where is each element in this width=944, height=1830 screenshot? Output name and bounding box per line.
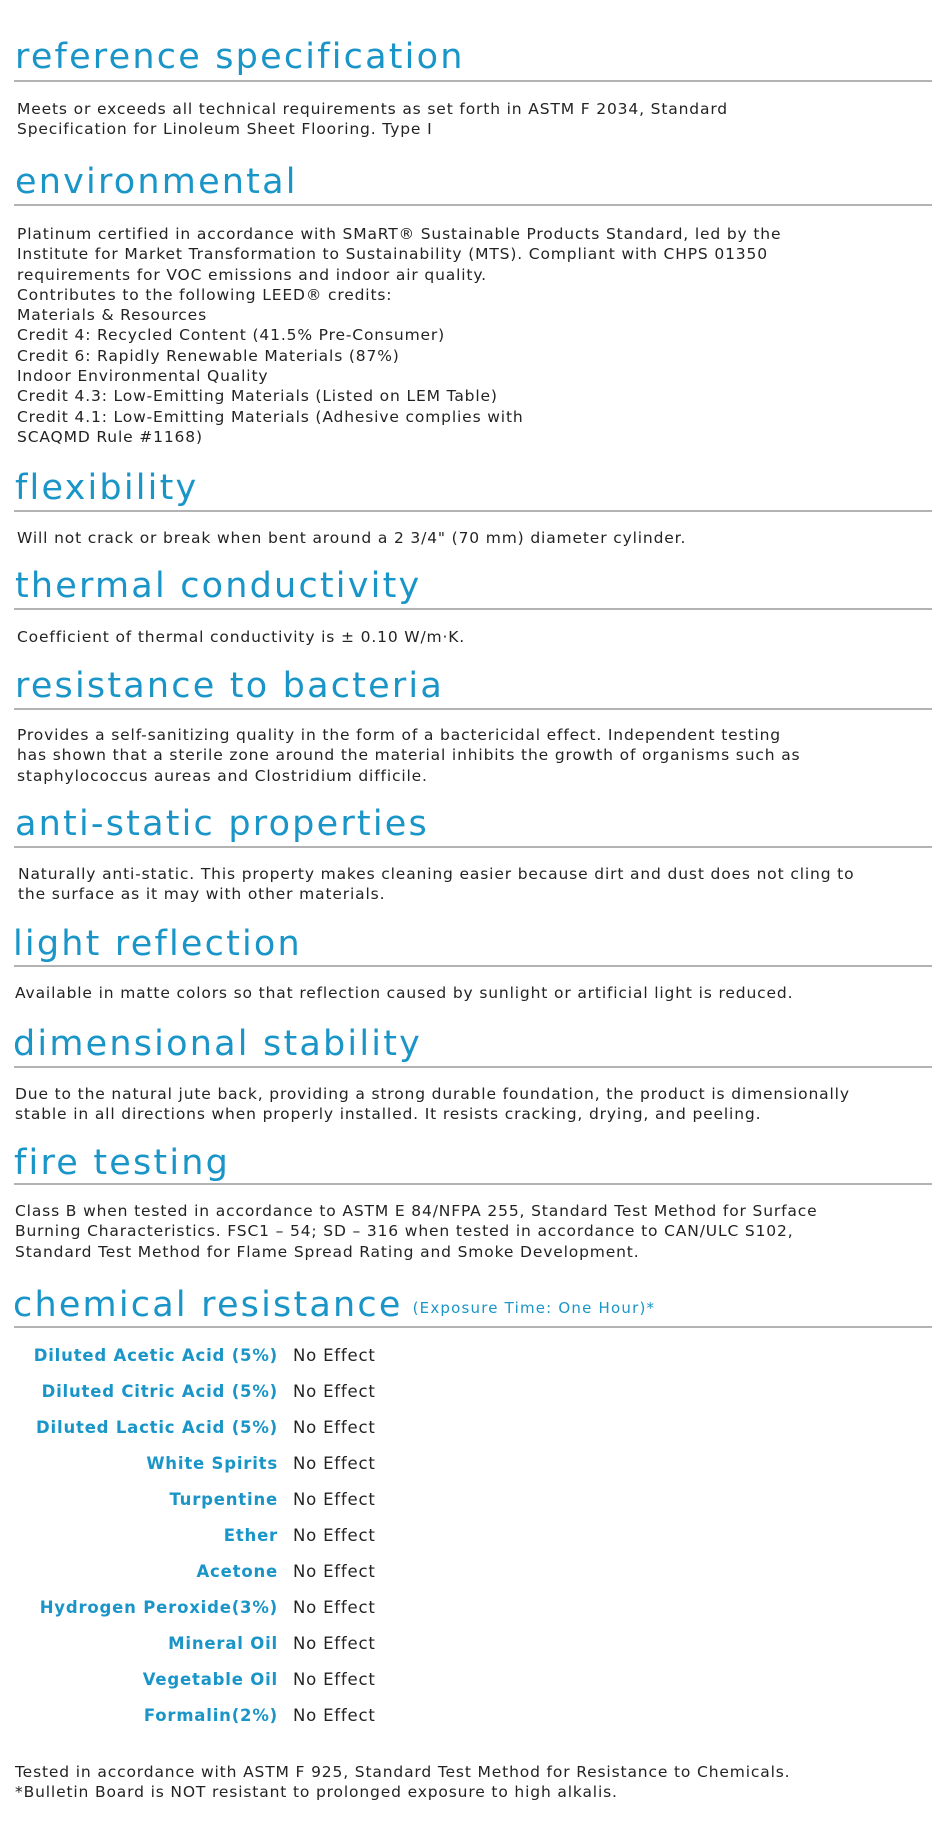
text-line: Standard Test Method for Flame Spread Rating and Smoke Development. xyxy=(15,1242,640,1261)
divider-rule xyxy=(14,204,932,206)
heading-reference-specification: reference specification xyxy=(15,37,465,77)
heading-resistance-to-bacteria: resistance to bacteria xyxy=(15,666,444,706)
divider-rule xyxy=(14,708,932,710)
text-line: Materials & Resources xyxy=(17,306,207,325)
chemical-name: Formalin(2%) xyxy=(143,1706,278,1725)
text-line: Meets or exceeds all technical requirements as set forth in ASTM F 2034, Standard xyxy=(17,100,728,118)
text-line: Credit 6: Rapidly Renewable Materials (87%) xyxy=(17,346,400,365)
flexibility-text xyxy=(17,528,686,548)
divider-rule xyxy=(14,80,932,82)
text-line: Naturally anti-static. This property makes cleaning easier because dirt and dust does not cling to xyxy=(18,865,855,883)
chemical-row xyxy=(0,1598,944,1622)
chemical-row xyxy=(0,1382,944,1406)
chemical-result: No Effect xyxy=(293,1418,376,1437)
text-line: Due to the natural jute back, providing a strong durable foundation, the product is dimensionally xyxy=(15,1085,850,1103)
chemical-row xyxy=(0,1454,944,1478)
text-line: Institute for Market Transformation to Sustainability (MTS). Compliant with CHPS 01350 xyxy=(17,245,768,264)
chemical-name: Diluted Citric Acid (5%) xyxy=(41,1382,278,1401)
chemical-row xyxy=(0,1562,944,1586)
heading-light-reflection: light reflection xyxy=(13,924,302,964)
text-line: requirements for VOC emissions and indoor air quality. xyxy=(17,265,487,284)
chemical-name: Ether xyxy=(223,1526,278,1545)
footnote-line: *Bulletin Board is NOT resistant to prolonged exposure to high alkalis. xyxy=(15,1783,618,1802)
text-line: Burning Characteristics. FSC1 – 54; SD – 316 when tested in accordance to CAN/ULC S102, xyxy=(15,1222,794,1241)
antistatic-text xyxy=(18,864,854,905)
divider-rule xyxy=(14,1326,932,1328)
chemical-row xyxy=(0,1346,944,1370)
light-text xyxy=(15,983,793,1003)
divider-rule xyxy=(14,965,932,967)
divider-rule xyxy=(14,510,932,512)
chemical-title: chemical resistance xyxy=(13,1285,403,1325)
chemical-row xyxy=(0,1706,944,1730)
thermal-text xyxy=(17,627,465,647)
text-line: Coefficient of thermal conductivity is ± 0.10 W/m·K. xyxy=(17,628,466,646)
text-line: staphylococcus aureas and Clostridium difficile. xyxy=(17,766,428,785)
chemical-row xyxy=(0,1670,944,1694)
fire-text xyxy=(15,1201,818,1262)
heading-thermal-conductivity: thermal conductivity xyxy=(15,566,422,606)
environmental-text xyxy=(17,224,781,447)
chemical-name: Diluted Lactic Acid (5%) xyxy=(36,1418,278,1437)
text-line: Indoor Environmental Quality xyxy=(17,367,269,386)
text-line: Contributes to the following LEED® credits: xyxy=(17,285,393,304)
chemical-name: Acetone xyxy=(196,1562,278,1581)
divider-rule xyxy=(14,608,932,610)
heading-anti-static-properties: anti-static properties xyxy=(15,804,429,844)
heading-fire-testing: fire testing xyxy=(14,1143,231,1183)
chemical-result: No Effect xyxy=(293,1526,376,1545)
chemical-name: White Spirits xyxy=(146,1454,278,1473)
chemical-result: No Effect xyxy=(293,1382,376,1401)
text-line: Will not crack or break when bent around a 2 3/4" (70 mm) diameter cylinder. xyxy=(17,529,687,547)
footnote-line: Tested in accordance with ASTM F 925, Standard Test Method for Resistance to Chemicals. xyxy=(15,1763,791,1781)
chemical-result: No Effect xyxy=(293,1490,376,1509)
text-line: Platinum certified in accordance with SMaRT® Sustainable Products Standard, led by the xyxy=(17,225,782,243)
chemical-result: No Effect xyxy=(293,1634,376,1653)
chemical-result: No Effect xyxy=(293,1706,376,1725)
chemical-name: Turpentine xyxy=(169,1490,278,1509)
chemical-result: No Effect xyxy=(293,1598,376,1617)
text-line: Credit 4.1: Low-Emitting Materials (Adhesive complies with xyxy=(17,407,524,426)
text-line: Credit 4.3: Low-Emitting Materials (Listed on LEM Table) xyxy=(17,387,498,406)
divider-rule xyxy=(14,1066,932,1068)
chemical-row xyxy=(0,1490,944,1514)
divider-rule xyxy=(14,1183,932,1185)
chemical-name: Vegetable Oil xyxy=(142,1670,278,1689)
text-line: SCAQMD Rule #1168) xyxy=(17,427,203,446)
chemical-result: No Effect xyxy=(293,1346,376,1365)
bacteria-text xyxy=(17,725,800,786)
heading-environmental: environmental xyxy=(15,162,298,202)
chemical-footer-notes xyxy=(15,1762,790,1803)
text-line: the surface as it may with other materials. xyxy=(18,885,386,904)
chemical-name: Diluted Acetic Acid (5%) xyxy=(33,1346,278,1365)
text-line: has shown that a sterile zone around the material inhibits the growth of organisms such as xyxy=(17,746,801,765)
text-line: Specification for Linoleum Sheet Flooring. Type I xyxy=(17,120,433,139)
text-line: Credit 4: Recycled Content (41.5% Pre-Consumer) xyxy=(17,326,446,345)
chemical-row xyxy=(0,1418,944,1442)
heading-chemical-resistance xyxy=(13,1285,655,1328)
text-line: Available in matte colors so that reflection caused by sunlight or artificial light is reduced. xyxy=(15,984,794,1002)
dimensional-text xyxy=(15,1084,850,1125)
chemical-result: No Effect xyxy=(293,1454,376,1473)
divider-rule xyxy=(14,846,932,848)
chemical-row xyxy=(0,1634,944,1658)
text-line: Class B when tested in accordance to ASTM E 84/NFPA 255, Standard Test Method for Surface xyxy=(15,1202,818,1220)
chemical-name: Mineral Oil xyxy=(168,1634,278,1653)
chemical-result: No Effect xyxy=(293,1670,376,1689)
chemical-subtitle: (Exposure Time: One Hour)* xyxy=(412,1299,656,1317)
heading-dimensional-stability: dimensional stability xyxy=(13,1024,423,1064)
text-line: stable in all directions when properly installed. It resists cracking, drying, and peeling. xyxy=(15,1105,762,1124)
chemical-name: Hydrogen Peroxide(3%) xyxy=(39,1598,278,1617)
reference-text xyxy=(17,99,728,140)
chemical-row xyxy=(0,1526,944,1550)
heading-flexibility: flexibility xyxy=(15,468,199,508)
chemical-result: No Effect xyxy=(293,1562,376,1581)
text-line: Provides a self-sanitizing quality in the form of a bactericidal effect. Independent testing xyxy=(17,726,781,744)
